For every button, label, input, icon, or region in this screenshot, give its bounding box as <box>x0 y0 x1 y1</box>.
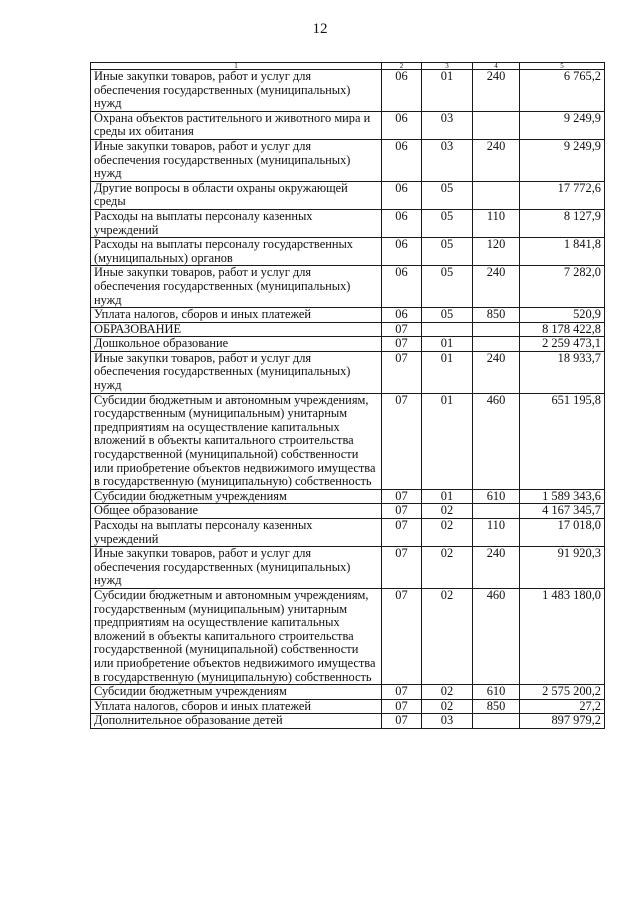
table-row <box>91 322 605 337</box>
amount-cell: 8 178 422,8 <box>520 322 605 337</box>
amount-cell: 8 127,9 <box>520 209 605 237</box>
amount-cell: 520,9 <box>520 308 605 323</box>
section-code-cell: 07 <box>382 489 422 504</box>
section-code-cell: 06 <box>382 181 422 209</box>
table-row <box>91 504 605 519</box>
budget-table <box>90 62 605 729</box>
expense-type-code-cell <box>473 111 520 139</box>
table-row <box>91 337 605 352</box>
expense-type-code-cell <box>473 504 520 519</box>
amount-cell: 2 259 473,1 <box>520 337 605 352</box>
amount-cell: 6 765,2 <box>520 70 605 112</box>
column-number: 1 <box>91 63 382 70</box>
section-code-cell: 06 <box>382 209 422 237</box>
expense-name-cell: Иные закупки товаров, работ и услуг для обеспечения государственных (муниципальных) нужд <box>91 139 382 181</box>
amount-cell: 1 589 343,6 <box>520 489 605 504</box>
table-row <box>91 209 605 237</box>
expense-name-cell: Уплата налогов, сборов и иных платежей <box>91 308 382 323</box>
expense-name-cell: Расходы на выплаты персоналу государственных (муниципальных) органов <box>91 238 382 266</box>
amount-cell: 4 167 345,7 <box>520 504 605 519</box>
expense-type-code-cell: 850 <box>473 308 520 323</box>
amount-cell: 18 933,7 <box>520 351 605 393</box>
table-row <box>91 111 605 139</box>
expense-name-cell: Субсидии бюджетным учреждениям <box>91 685 382 700</box>
expense-name-cell: Иные закупки товаров, работ и услуг для обеспечения государственных (муниципальных) нужд <box>91 266 382 308</box>
amount-cell: 651 195,8 <box>520 393 605 489</box>
column-number: 5 <box>520 63 605 70</box>
table-row <box>91 308 605 323</box>
expense-name-cell: Дополнительное образование детей <box>91 714 382 729</box>
expense-name-cell: Общее образование <box>91 504 382 519</box>
expense-name-cell: Иные закупки товаров, работ и услуг для обеспечения государственных (муниципальных) нужд <box>91 351 382 393</box>
expense-type-code-cell <box>473 322 520 337</box>
subsection-code-cell: 02 <box>422 519 473 547</box>
table-row <box>91 588 605 684</box>
subsection-code-cell: 05 <box>422 308 473 323</box>
section-code-cell: 06 <box>382 266 422 308</box>
subsection-code-cell: 01 <box>422 70 473 112</box>
subsection-code-cell <box>422 322 473 337</box>
expense-type-code-cell: 240 <box>473 351 520 393</box>
table-row <box>91 266 605 308</box>
expense-name-cell: Субсидии бюджетным и автономным учреждениям, государственным (муниципальным) унитарным предприятиям на осуществление капитальных вложений в объекты капитального строительства государственной (муниципальной) собственности или приобретение объектов недвижимого имущества в государственную (муниципальную) собственность <box>91 588 382 684</box>
column-number: 3 <box>422 63 473 70</box>
expense-type-code-cell: 610 <box>473 489 520 504</box>
expense-type-code-cell: 460 <box>473 588 520 684</box>
section-code-cell: 06 <box>382 308 422 323</box>
amount-cell: 7 282,0 <box>520 266 605 308</box>
table-row <box>91 489 605 504</box>
section-code-cell: 06 <box>382 139 422 181</box>
section-code-cell: 07 <box>382 699 422 714</box>
subsection-code-cell: 03 <box>422 139 473 181</box>
table-row <box>91 351 605 393</box>
table-row <box>91 547 605 589</box>
section-code-cell: 07 <box>382 337 422 352</box>
table-row <box>91 714 605 729</box>
amount-cell: 27,2 <box>520 699 605 714</box>
section-code-cell: 06 <box>382 238 422 266</box>
section-code-cell: 07 <box>382 351 422 393</box>
expense-name-cell: Иные закупки товаров, работ и услуг для обеспечения государственных (муниципальных) нужд <box>91 70 382 112</box>
amount-cell: 897 979,2 <box>520 714 605 729</box>
expense-name-cell: ОБРАЗОВАНИЕ <box>91 322 382 337</box>
subsection-code-cell: 02 <box>422 504 473 519</box>
expense-name-cell: Расходы на выплаты персоналу казенных учреждений <box>91 519 382 547</box>
expense-name-cell: Субсидии бюджетным учреждениям <box>91 489 382 504</box>
expense-type-code-cell: 610 <box>473 685 520 700</box>
column-number: 2 <box>382 63 422 70</box>
section-code-cell: 07 <box>382 588 422 684</box>
expense-type-code-cell: 240 <box>473 70 520 112</box>
subsection-code-cell: 02 <box>422 699 473 714</box>
section-code-cell: 07 <box>382 504 422 519</box>
subsection-code-cell: 02 <box>422 685 473 700</box>
subsection-code-cell: 03 <box>422 111 473 139</box>
expense-type-code-cell: 110 <box>473 519 520 547</box>
page-number: 12 <box>312 21 328 37</box>
expense-name-cell: Уплата налогов, сборов и иных платежей <box>91 699 382 714</box>
expense-type-code-cell: 240 <box>473 266 520 308</box>
section-code-cell: 06 <box>382 111 422 139</box>
table-row <box>91 685 605 700</box>
amount-cell: 2 575 200,2 <box>520 685 605 700</box>
amount-cell: 91 920,3 <box>520 547 605 589</box>
subsection-code-cell: 05 <box>422 238 473 266</box>
subsection-code-cell: 01 <box>422 393 473 489</box>
expense-type-code-cell: 120 <box>473 238 520 266</box>
amount-cell: 1 483 180,0 <box>520 588 605 684</box>
table-body <box>91 63 605 729</box>
expense-name-cell: Другие вопросы в области охраны окружающей среды <box>91 181 382 209</box>
expense-name-cell: Субсидии бюджетным и автономным учреждениям, государственным (муниципальным) унитарным предприятиям на осуществление капитальных вложений в объекты капитального строительства государственной (муниципальной) собственности или приобретение объектов недвижимого имущества в государственную (муниципальную) собственность <box>91 393 382 489</box>
subsection-code-cell: 02 <box>422 588 473 684</box>
amount-cell: 9 249,9 <box>520 111 605 139</box>
amount-cell: 1 841,8 <box>520 238 605 266</box>
amount-cell: 9 249,9 <box>520 139 605 181</box>
section-code-cell: 07 <box>382 547 422 589</box>
subsection-code-cell: 05 <box>422 209 473 237</box>
subsection-code-cell: 01 <box>422 489 473 504</box>
section-code-cell: 07 <box>382 519 422 547</box>
subsection-code-cell: 01 <box>422 351 473 393</box>
section-code-cell: 07 <box>382 393 422 489</box>
section-code-cell: 06 <box>382 70 422 112</box>
expense-type-code-cell: 460 <box>473 393 520 489</box>
subsection-code-cell: 05 <box>422 266 473 308</box>
subsection-code-cell: 03 <box>422 714 473 729</box>
section-code-cell: 07 <box>382 685 422 700</box>
table-row <box>91 519 605 547</box>
subsection-code-cell: 01 <box>422 337 473 352</box>
amount-cell: 17 018,0 <box>520 519 605 547</box>
table-row <box>91 699 605 714</box>
expense-type-code-cell: 110 <box>473 209 520 237</box>
expense-name-cell: Расходы на выплаты персоналу казенных учреждений <box>91 209 382 237</box>
subsection-code-cell: 02 <box>422 547 473 589</box>
expense-type-code-cell: 240 <box>473 547 520 589</box>
expense-type-code-cell: 850 <box>473 699 520 714</box>
section-code-cell: 07 <box>382 714 422 729</box>
expense-type-code-cell: 240 <box>473 139 520 181</box>
column-number: 4 <box>473 63 520 70</box>
expense-name-cell: Охрана объектов растительного и животного мира и среды их обитания <box>91 111 382 139</box>
table-row <box>91 139 605 181</box>
expense-type-code-cell <box>473 337 520 352</box>
table-row <box>91 393 605 489</box>
expense-type-code-cell <box>473 714 520 729</box>
expense-name-cell: Иные закупки товаров, работ и услуг для обеспечения государственных (муниципальных) нужд <box>91 547 382 589</box>
subsection-code-cell: 05 <box>422 181 473 209</box>
section-code-cell: 07 <box>382 322 422 337</box>
table-row <box>91 238 605 266</box>
table-row <box>91 70 605 112</box>
amount-cell: 17 772,6 <box>520 181 605 209</box>
table-row <box>91 181 605 209</box>
expense-name-cell: Дошкольное образование <box>91 337 382 352</box>
expense-type-code-cell <box>473 181 520 209</box>
